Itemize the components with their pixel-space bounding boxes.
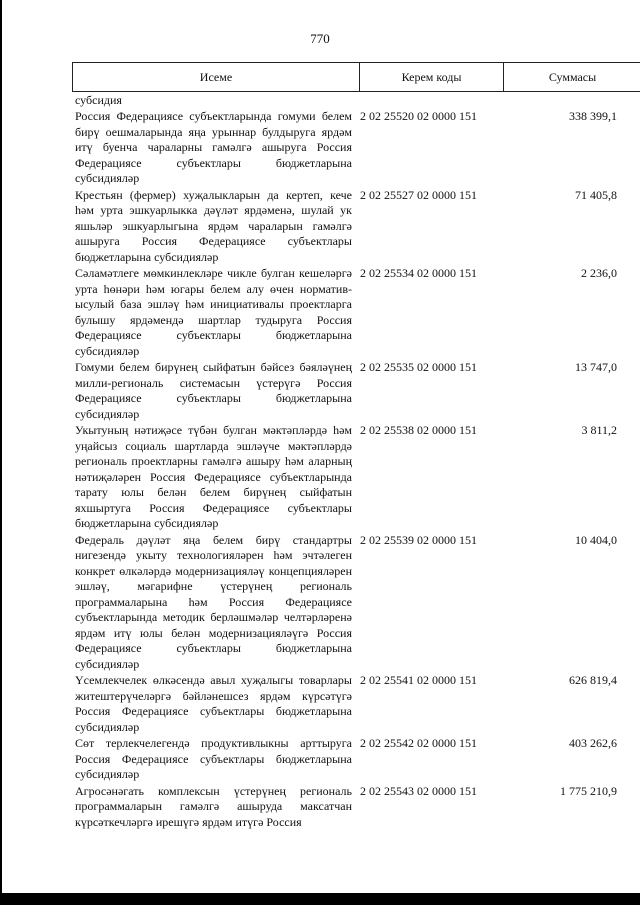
- header-name-column: Исеме: [73, 63, 360, 91]
- row-name: Сөт терлекчелегендә продуктивлыкны арттыруга Россия Федерациясе субъектлары бюджетларына субсидияләр: [75, 736, 352, 781]
- row-code: 2 02 25542 02 0000 151: [360, 736, 477, 750]
- scan-edge-bottom: [0, 893, 640, 905]
- row-sum: 10 404,0: [575, 532, 617, 547]
- table-row: [75, 188, 640, 266]
- row-code: 2 02 25534 02 0000 151: [360, 266, 477, 280]
- row-sum: 3 811,2: [581, 423, 617, 437]
- table-row: [75, 93, 640, 108]
- row-name: субсидия: [75, 93, 122, 107]
- row-name: Сәламәтлеге мөмкинлекләре чикле булган кешеләргә урта һөнәри һәм югары белем алу өчен норматив-ысулый база эшләү һәм инициативалы проектларга булышу ярдәмендә шартлар тудыруга Россия Федерациясе субъектлары бюджетларына субсидияләр: [75, 266, 352, 358]
- table-header: [72, 62, 640, 92]
- row-name: Россия Федерациясе субъектларында гомуми белем бирү оешмаларында яңа урыннар булдыруга ярдәм итү буенча чараларны гамәлгә ашыруга Россия Федерациясе субъектлары бюджетларына субсидияләр: [75, 109, 352, 185]
- row-sum: 71 405,8: [575, 187, 617, 202]
- row-name: Федераль дәүләт яңа белем бирү стандартры нигезендә укыту технологияләрен һәм эчтәлеген конкрет өлкәләрдә модернизацияләү концепцияләрен эшләү, мәгарифне үстерүнең региональ программаларына һәм Россия Федерациясе субъектларында методик берләшмәләр челтәрләренә ярдәм итү юлы белән модернизацияләүгә Россия Федерациясе субъектлары бюджетларына субсидияләр: [75, 532, 352, 671]
- row-name: Агросәнәгать комплексын үстерүнең региональ программаларын гамәлгә ашыруда максатчан күрсәткечләргә ирешүгә ярдәм итүгә Россия: [75, 783, 352, 829]
- table-row: [75, 736, 640, 783]
- scan-edge-left: [0, 0, 2, 905]
- row-code: 2 02 25527 02 0000 151: [360, 187, 477, 202]
- table-row: [75, 109, 640, 187]
- table-row: [75, 360, 640, 422]
- row-sum: 338 399,1: [569, 109, 617, 123]
- row-sum: 2 236,0: [581, 266, 617, 280]
- row-sum: 13 747,0: [575, 360, 617, 374]
- header-sum-column: Суммасы: [548, 69, 597, 84]
- row-code: 2 02 25535 02 0000 151: [360, 360, 477, 374]
- row-sum: 1 775 210,9: [560, 783, 617, 798]
- row-sum: 626 819,4: [569, 673, 617, 687]
- row-sum: [523, 93, 640, 108]
- row-sum: 403 262,6: [569, 736, 617, 750]
- row-name: Гомуми белем бирүнең сыйфатын бәйсез бәяләүнең милли-региональ системасын үстерүгә Россия Федерациясе субъектлары бюджетларына субсидияләр: [75, 360, 352, 421]
- table-body: [75, 93, 640, 830]
- table-row: [75, 673, 640, 735]
- row-code: 2 02 25543 02 0000 151: [360, 783, 477, 798]
- table-row: [75, 423, 640, 532]
- table-row: [75, 266, 640, 359]
- table-row: [75, 784, 640, 831]
- row-code: [352, 93, 523, 108]
- row-code: 2 02 25520 02 0000 151: [360, 109, 477, 123]
- row-name: Крестьян (фермер) хуҗалыкларын да кертеп, кече һәм урта эшкуарлыкка дәүләт ярдәменә, шулай ук яшьләр эшкуарлыгына ярдәм чараларын гамәлгә ашыруга Россия Федерациясе субъектлары бюджетларына субсидияләр: [75, 187, 352, 264]
- row-name: Укытуның нәтиҗәсе түбән булган мәктәпләрдә һәм уңайсыз социаль шартларда эшләүче мәктәпләрдә региональ проектларны гамәлгә ашыру һәм аларның нәтиҗәләрен Россия Федерациясе субъектларында тарату юлы белән белем бирүнең сыйфатын яхшыртуга Россия Федерациясе субъектлары бюджетларына субсидияләр: [75, 423, 352, 530]
- row-code: 2 02 25541 02 0000 151: [360, 673, 477, 687]
- table-row: [75, 533, 640, 673]
- page-number: 770: [310, 31, 330, 46]
- header-code-column: Керем коды: [360, 63, 504, 91]
- row-code: 2 02 25538 02 0000 151: [360, 423, 477, 437]
- row-code: 2 02 25539 02 0000 151: [360, 532, 477, 547]
- row-name: Үсемлекчелек өлкәсендә авыл хуҗалыгы товарлары житештерүчеләргә бәйләнешсез ярдәм күрсәтүгә Россия Федерациясе субъектлары бюджетларына субсидияләр: [75, 673, 352, 734]
